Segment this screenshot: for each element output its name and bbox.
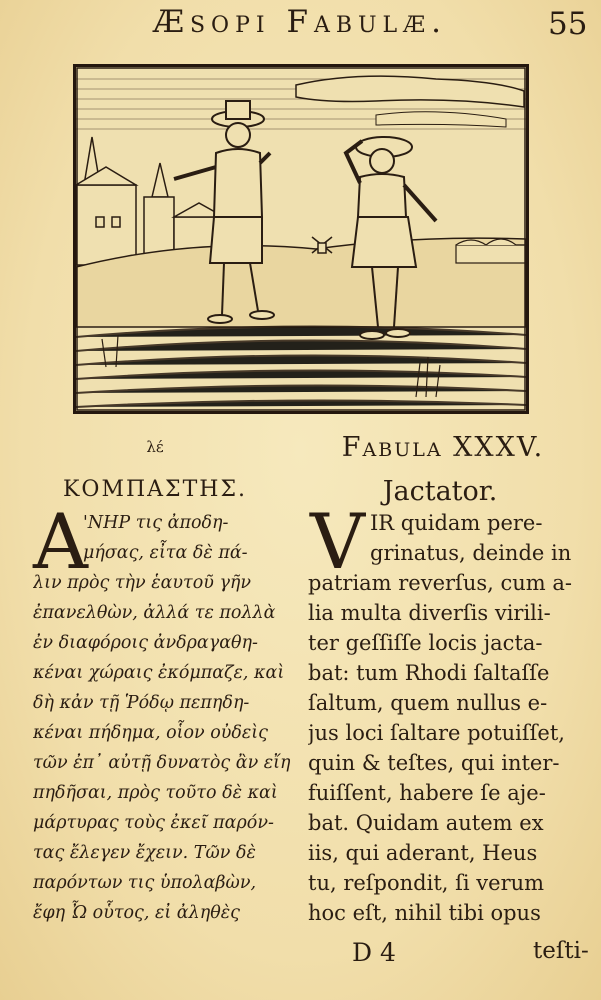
greek-line: τας ἔλεγεν ἔχειν. Τῶν δὲ	[33, 843, 256, 863]
latin-line: quin & teſtes, qui inter-	[308, 751, 560, 775]
greek-line: ἐν διαφόροις ἀνδραγαθη-	[33, 633, 258, 653]
latin-line: fuiſſent, habere ſe aje-	[308, 781, 546, 805]
greek-line: μάρτυρας τοὺς ἐκεῖ παρόν-	[33, 813, 274, 833]
greek-fable-number: λέ	[146, 438, 164, 456]
greek-text-column	[33, 497, 295, 928]
greek-dropcap: Α	[33, 497, 88, 586]
latin-line: jus loci ſaltare potuiſſet,	[308, 721, 565, 745]
greek-line: λιν πρὸς τὴν ἑαυτοῦ γῆν	[33, 573, 252, 593]
latin-line: hoc eſt, nihil tibi opus	[308, 901, 541, 925]
latin-line: iis, qui aderant, Heus	[308, 841, 538, 865]
latin-line: patriam reverſus, cum a-	[308, 571, 572, 595]
latin-fable-title: Jactator.	[382, 476, 498, 507]
latin-line: lia multa diverſis virili-	[308, 601, 551, 625]
page-header	[0, 4, 601, 44]
latin-dropcap: V	[310, 497, 365, 586]
latin-line: ter geſſiſſe locis jacta-	[308, 631, 543, 655]
greek-line: δὴ κἀν τῇ Ῥόδῳ πεπηδη-	[33, 693, 250, 713]
running-title: Æsopi Fabulæ.	[152, 4, 448, 40]
latin-fable-number: Fabula XXXV.	[341, 432, 545, 463]
signature-mark: D 4	[352, 938, 396, 967]
latin-line: grinatus, deinde in	[370, 541, 572, 565]
greek-line: 'ΝΗΡ τις ἀποδη-	[83, 513, 229, 533]
woodcut-illustration-icon	[76, 67, 526, 411]
latin-line: bat: tum Rhodi ſaltaſſe	[308, 661, 550, 685]
greek-line: μήσας, εἶτα δὲ πά-	[83, 543, 248, 563]
latin-line: bat. Quidam autem ex	[308, 811, 544, 835]
greek-line: ἐπανελθὼν, ἀλλά τε πολλὰ	[33, 603, 276, 623]
latin-line: ſaltum, quem nullus e-	[308, 691, 548, 715]
latin-text-column	[308, 497, 598, 928]
latin-line: tu, reſpondit, ſi verum	[308, 871, 545, 895]
greek-line: κέναι χώραις ἐκόμπαζε, καὶ	[33, 663, 285, 683]
woodcut-illustration	[73, 64, 529, 414]
greek-fable-title: ΚΟΜΠΑΣΤΗΣ.	[62, 477, 248, 502]
greek-line: τῶν ἐπ᾽ αὐτῇ δυνατὸς ἂν εἴη	[33, 753, 291, 773]
page-number: 55	[548, 6, 588, 42]
catchword: teſti-	[533, 938, 589, 964]
greek-line: παρόντων τις ὑπολαβὼν,	[33, 873, 257, 893]
greek-line: κέναι πήδημα, οἷον οὐδεὶς	[33, 723, 268, 743]
greek-line: πηδῆσαι, πρὸς τοῦτο δὲ καὶ	[33, 783, 278, 803]
latin-line: IR quidam pere-	[370, 511, 543, 535]
greek-line: ἔφη Ὦ οὗτος, εἰ ἀληθὲς	[33, 903, 240, 923]
